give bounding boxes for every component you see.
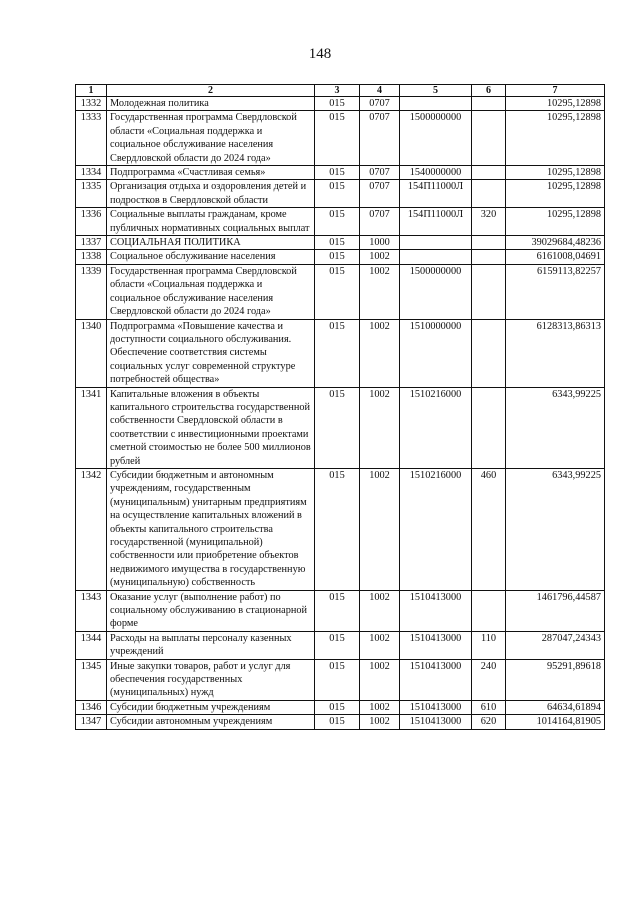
header-row <box>76 85 605 97</box>
row-code-5: 154П11000Л <box>400 180 472 208</box>
row-code-4: 1002 <box>360 319 400 387</box>
table-row <box>76 715 605 729</box>
row-code-3: 015 <box>315 250 360 264</box>
row-code-6: 610 <box>472 700 506 714</box>
row-number: 1334 <box>76 166 107 180</box>
page-number: 148 <box>308 46 332 62</box>
row-code-3: 015 <box>315 715 360 729</box>
row-code-5 <box>400 250 472 264</box>
row-name: Подпрограмма «Счастливая семья» <box>107 166 315 180</box>
row-value: 39029684,48236 <box>506 236 605 250</box>
row-code-3: 015 <box>315 659 360 700</box>
row-code-6 <box>472 180 506 208</box>
row-code-4: 1002 <box>360 264 400 319</box>
row-name: Молодежная политика <box>107 97 315 111</box>
row-code-3: 015 <box>315 319 360 387</box>
row-code-3: 015 <box>315 700 360 714</box>
row-code-4: 0707 <box>360 166 400 180</box>
row-name: Оказание услуг (выполнение работ) по социальному обслуживанию в стационарной форме <box>107 590 315 631</box>
table-row <box>76 590 605 631</box>
table-row <box>76 631 605 659</box>
row-code-5 <box>400 97 472 111</box>
row-value: 10295,12898 <box>506 97 605 111</box>
row-code-4: 1002 <box>360 700 400 714</box>
row-value: 1014164,81905 <box>506 715 605 729</box>
header-cell: 1 <box>76 85 107 97</box>
row-number: 1341 <box>76 387 107 468</box>
row-value: 1461796,44587 <box>506 590 605 631</box>
table-row <box>76 387 605 468</box>
row-code-6 <box>472 387 506 468</box>
row-code-3: 015 <box>315 166 360 180</box>
row-code-4: 0707 <box>360 208 400 236</box>
table-row <box>76 659 605 700</box>
row-code-4: 1002 <box>360 387 400 468</box>
row-code-5: 1510413000 <box>400 715 472 729</box>
row-number: 1338 <box>76 250 107 264</box>
row-code-3: 015 <box>315 97 360 111</box>
header-cell: 7 <box>506 85 605 97</box>
row-number: 1336 <box>76 208 107 236</box>
table-row <box>76 97 605 111</box>
row-code-4: 1002 <box>360 659 400 700</box>
row-number: 1332 <box>76 97 107 111</box>
row-code-4: 1002 <box>360 715 400 729</box>
row-value: 6128313,86313 <box>506 319 605 387</box>
row-code-6 <box>472 111 506 166</box>
row-number: 1343 <box>76 590 107 631</box>
header-cell: 5 <box>400 85 472 97</box>
table-row <box>76 180 605 208</box>
row-value: 6343,99225 <box>506 387 605 468</box>
table-row <box>76 236 605 250</box>
row-number: 1333 <box>76 111 107 166</box>
row-code-4: 1000 <box>360 236 400 250</box>
budget-table <box>75 84 605 730</box>
header-cell: 3 <box>315 85 360 97</box>
row-name: Организация отдыха и оздоровления детей и подростков в Свердловской области <box>107 180 315 208</box>
row-number: 1340 <box>76 319 107 387</box>
header-cell: 4 <box>360 85 400 97</box>
table-row <box>76 111 605 166</box>
row-value: 10295,12898 <box>506 180 605 208</box>
row-code-4: 1002 <box>360 590 400 631</box>
row-code-4: 1002 <box>360 631 400 659</box>
table-row <box>76 319 605 387</box>
row-number: 1344 <box>76 631 107 659</box>
row-code-5: 1510216000 <box>400 387 472 468</box>
row-code-5: 1510413000 <box>400 700 472 714</box>
row-value: 6161008,04691 <box>506 250 605 264</box>
row-value: 95291,89618 <box>506 659 605 700</box>
row-code-3: 015 <box>315 236 360 250</box>
table-row <box>76 468 605 590</box>
row-code-6 <box>472 264 506 319</box>
row-name: Государственная программа Свердловской области «Социальная поддержка и социальное обслуживание населения Свердловской области до 2024 года» <box>107 264 315 319</box>
row-code-3: 015 <box>315 590 360 631</box>
row-name: СОЦИАЛЬНАЯ ПОЛИТИКА <box>107 236 315 250</box>
row-code-5: 154П11000Л <box>400 208 472 236</box>
row-code-6: 240 <box>472 659 506 700</box>
row-name: Подпрограмма «Повышение качества и доступности социального обслуживания. Обеспечение соответствия системы социальных услуг современной структуре потребностей общества» <box>107 319 315 387</box>
row-code-5: 1510413000 <box>400 590 472 631</box>
row-code-6: 460 <box>472 468 506 590</box>
row-code-3: 015 <box>315 208 360 236</box>
row-value: 6343,99225 <box>506 468 605 590</box>
row-code-5: 1510000000 <box>400 319 472 387</box>
row-code-6: 320 <box>472 208 506 236</box>
row-number: 1342 <box>76 468 107 590</box>
row-value: 6159113,82257 <box>506 264 605 319</box>
row-code-3: 015 <box>315 387 360 468</box>
row-code-4: 0707 <box>360 111 400 166</box>
row-number: 1347 <box>76 715 107 729</box>
row-number: 1345 <box>76 659 107 700</box>
row-name: Государственная программа Свердловской области «Социальная поддержка и социальное обслуживание населения Свердловской области до 2024 года» <box>107 111 315 166</box>
row-code-5: 1510413000 <box>400 631 472 659</box>
row-code-4: 1002 <box>360 250 400 264</box>
row-name: Субсидии бюджетным учреждениям <box>107 700 315 714</box>
row-name: Расходы на выплаты персоналу казенных учреждений <box>107 631 315 659</box>
row-code-3: 015 <box>315 631 360 659</box>
row-name: Иные закупки товаров, работ и услуг для обеспечения государственных (муниципальных) нужд <box>107 659 315 700</box>
row-value: 10295,12898 <box>506 111 605 166</box>
row-code-5: 1500000000 <box>400 111 472 166</box>
row-number: 1339 <box>76 264 107 319</box>
row-code-6 <box>472 236 506 250</box>
row-code-6: 620 <box>472 715 506 729</box>
row-code-5: 1510216000 <box>400 468 472 590</box>
row-code-3: 015 <box>315 180 360 208</box>
table-row <box>76 700 605 714</box>
row-code-6 <box>472 590 506 631</box>
table-row <box>76 208 605 236</box>
row-value: 10295,12898 <box>506 208 605 236</box>
row-value: 287047,24343 <box>506 631 605 659</box>
row-value: 10295,12898 <box>506 166 605 180</box>
row-name: Капитальные вложения в объекты капитального строительства государственной собственности Свердловской области в соответствии с инвестиционными проектами сметной стоимостью не более 500 миллионов рублей <box>107 387 315 468</box>
row-code-3: 015 <box>315 111 360 166</box>
row-code-6 <box>472 319 506 387</box>
row-code-4: 1002 <box>360 468 400 590</box>
row-value: 64634,61894 <box>506 700 605 714</box>
row-code-6: 110 <box>472 631 506 659</box>
row-name: Субсидии бюджетным и автономным учреждениям, государственным (муниципальным) унитарным предприятиям на осуществление капитальных вложений в объекты капитального строительства государственной (муниципальной) собственности или приобретение объектов недвижимого имущества в государственную (муниципальную) собственность <box>107 468 315 590</box>
header-cell: 6 <box>472 85 506 97</box>
row-code-4: 0707 <box>360 180 400 208</box>
header-cell: 2 <box>107 85 315 97</box>
row-name: Социальные выплаты гражданам, кроме публичных нормативных социальных выплат <box>107 208 315 236</box>
row-code-6 <box>472 97 506 111</box>
row-code-5: 1510413000 <box>400 659 472 700</box>
table-row <box>76 166 605 180</box>
row-code-6 <box>472 250 506 264</box>
row-name: Социальное обслуживание населения <box>107 250 315 264</box>
row-name: Субсидии автономным учреждениям <box>107 715 315 729</box>
row-number: 1346 <box>76 700 107 714</box>
row-code-5: 1500000000 <box>400 264 472 319</box>
row-code-5: 1540000000 <box>400 166 472 180</box>
row-code-4: 0707 <box>360 97 400 111</box>
table-row <box>76 250 605 264</box>
row-code-3: 015 <box>315 468 360 590</box>
row-number: 1335 <box>76 180 107 208</box>
row-code-6 <box>472 166 506 180</box>
row-number: 1337 <box>76 236 107 250</box>
row-code-5 <box>400 236 472 250</box>
table-row <box>76 264 605 319</box>
row-code-3: 015 <box>315 264 360 319</box>
